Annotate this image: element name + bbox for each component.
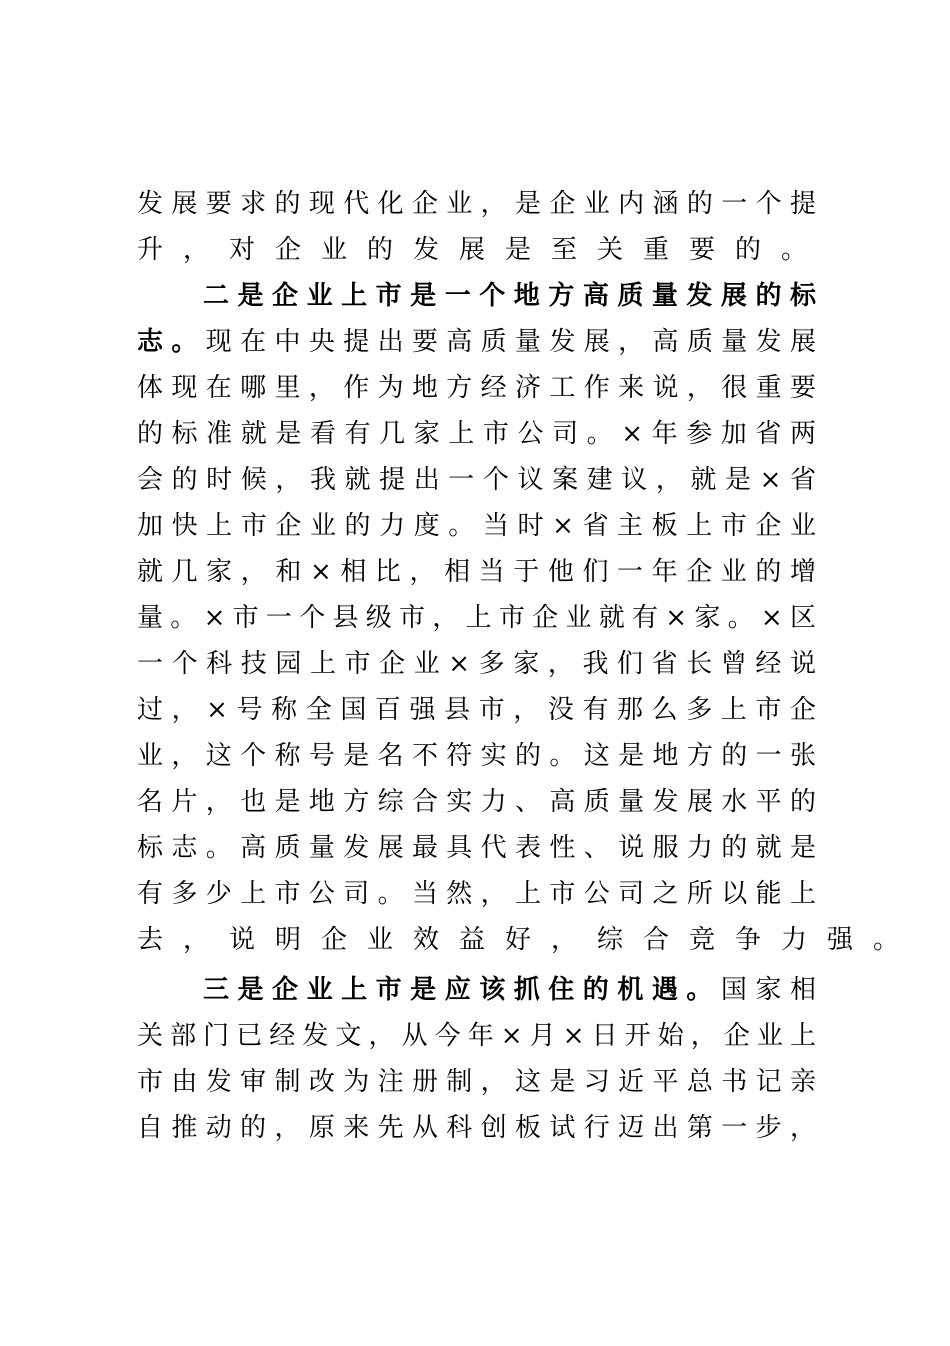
paragraph-heading: 二是企业上市是一个地方高质量发展的标 (203, 281, 816, 311)
text-line: 过，×号称全国百强县市，没有那么多上市企 (137, 695, 816, 725)
paragraph-heading: 三是企业上市是应该抓住的机遇。 (203, 975, 721, 1005)
text-line: 的标准就是看有几家上市公司。×年参加省两 (137, 419, 816, 449)
text-line: 发展要求的现代化企业，是企业内涵的一个提 (137, 189, 816, 219)
text-line: 体现在哪里，作为地方经济工作来说，很重要 (137, 373, 816, 403)
text-line (203, 967, 816, 1013)
text-line: 会的时候，我就提出一个议案建议，就是×省 (137, 465, 816, 495)
text-span: 现在中央提出要高质量发展，高质量发展 (205, 327, 816, 357)
text-line: 关部门已经发文，从今年×月×日开始，企业上 (137, 1021, 816, 1051)
text-line: 自推动的，原来先从科创板试行迈出第一步， (137, 1113, 816, 1143)
text-line: 有多少上市公司。当然，上市公司之所以能上 (137, 879, 816, 909)
text-line: 名片，也是地方综合实力、高质量发展水平的 (137, 787, 816, 817)
text-span: 国家相 (720, 975, 816, 1005)
text-line: 一个科技园上市企业×多家，我们省长曾经说 (137, 649, 816, 679)
text-line: 标志。高质量发展最具代表性、说服力的就是 (137, 833, 816, 863)
text-line: 升，对企业的发展是至关重要的。 (137, 235, 828, 265)
text-line: 业，这个称号是名不符实的。这是地方的一张 (137, 741, 816, 771)
text-line: 去，说明企业效益好，综合竞争力强。 (137, 925, 920, 955)
text-line: 就几家，和×相比，相当于他们一年企业的增 (137, 557, 816, 587)
paragraph-heading-end: 志。 (137, 327, 206, 357)
text-line: 量。×市一个县级市，上市企业就有×家。×区 (137, 603, 816, 633)
text-line: 加快上市企业的力度。当时×省主板上市企业 (137, 511, 816, 541)
text-line (137, 319, 816, 365)
text-line: 市由发审制改为注册制，这是习近平总书记亲 (137, 1067, 816, 1097)
